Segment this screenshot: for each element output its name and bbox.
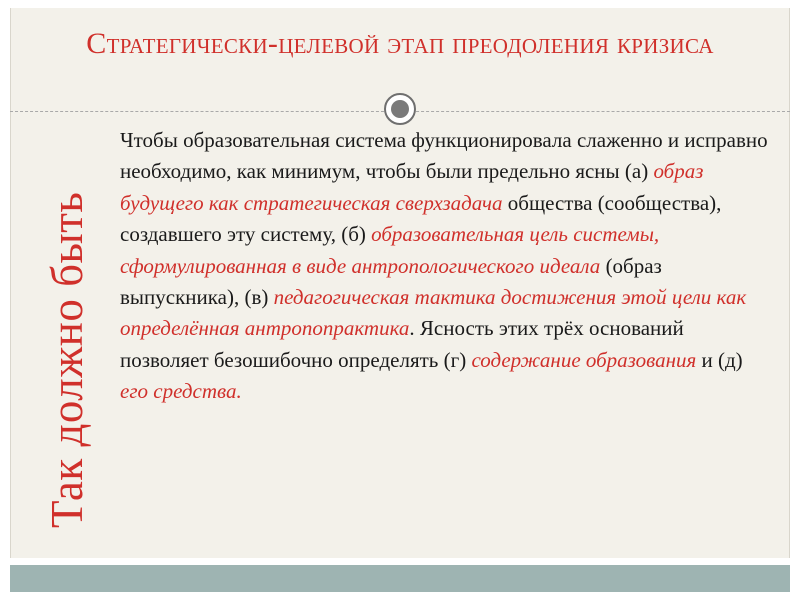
body-emphasis: образовательная цель системы, сформулированная в виде антропологического идеала xyxy=(120,222,660,278)
slide-title: Стратегически-целевой этап преодоления кризиса xyxy=(86,27,714,60)
body-emphasis: его средства. xyxy=(120,379,242,404)
body-emphasis: содержание образования xyxy=(471,347,697,372)
vertical-label: Так должно быть xyxy=(42,191,92,528)
circle-ornament-icon xyxy=(384,93,416,125)
frame-right-edge xyxy=(789,8,790,558)
frame-left-edge xyxy=(10,8,11,558)
body-run: Чтобы образовательная система функционировала слаженно и исправно необходимо, как минимум, чтобы были предельно ясны (а) xyxy=(120,128,768,184)
body-run: и (д) xyxy=(696,347,743,372)
bottom-bar xyxy=(10,565,790,592)
body-run: общества (сообщества), создавшего эту систему, (б) xyxy=(120,190,722,247)
body-run: (образ выпускника), (в) xyxy=(120,253,662,310)
body-paragraph xyxy=(120,125,770,408)
body-run: . Ясность этих трёх оснований позволяет безошибочно определять (г) xyxy=(120,316,684,372)
body-emphasis: педагогическая тактика достижения этой цели как определённая антропопрактика xyxy=(120,285,747,341)
body-emphasis: образ будущего как стратегическая сверхзадача xyxy=(120,159,704,215)
